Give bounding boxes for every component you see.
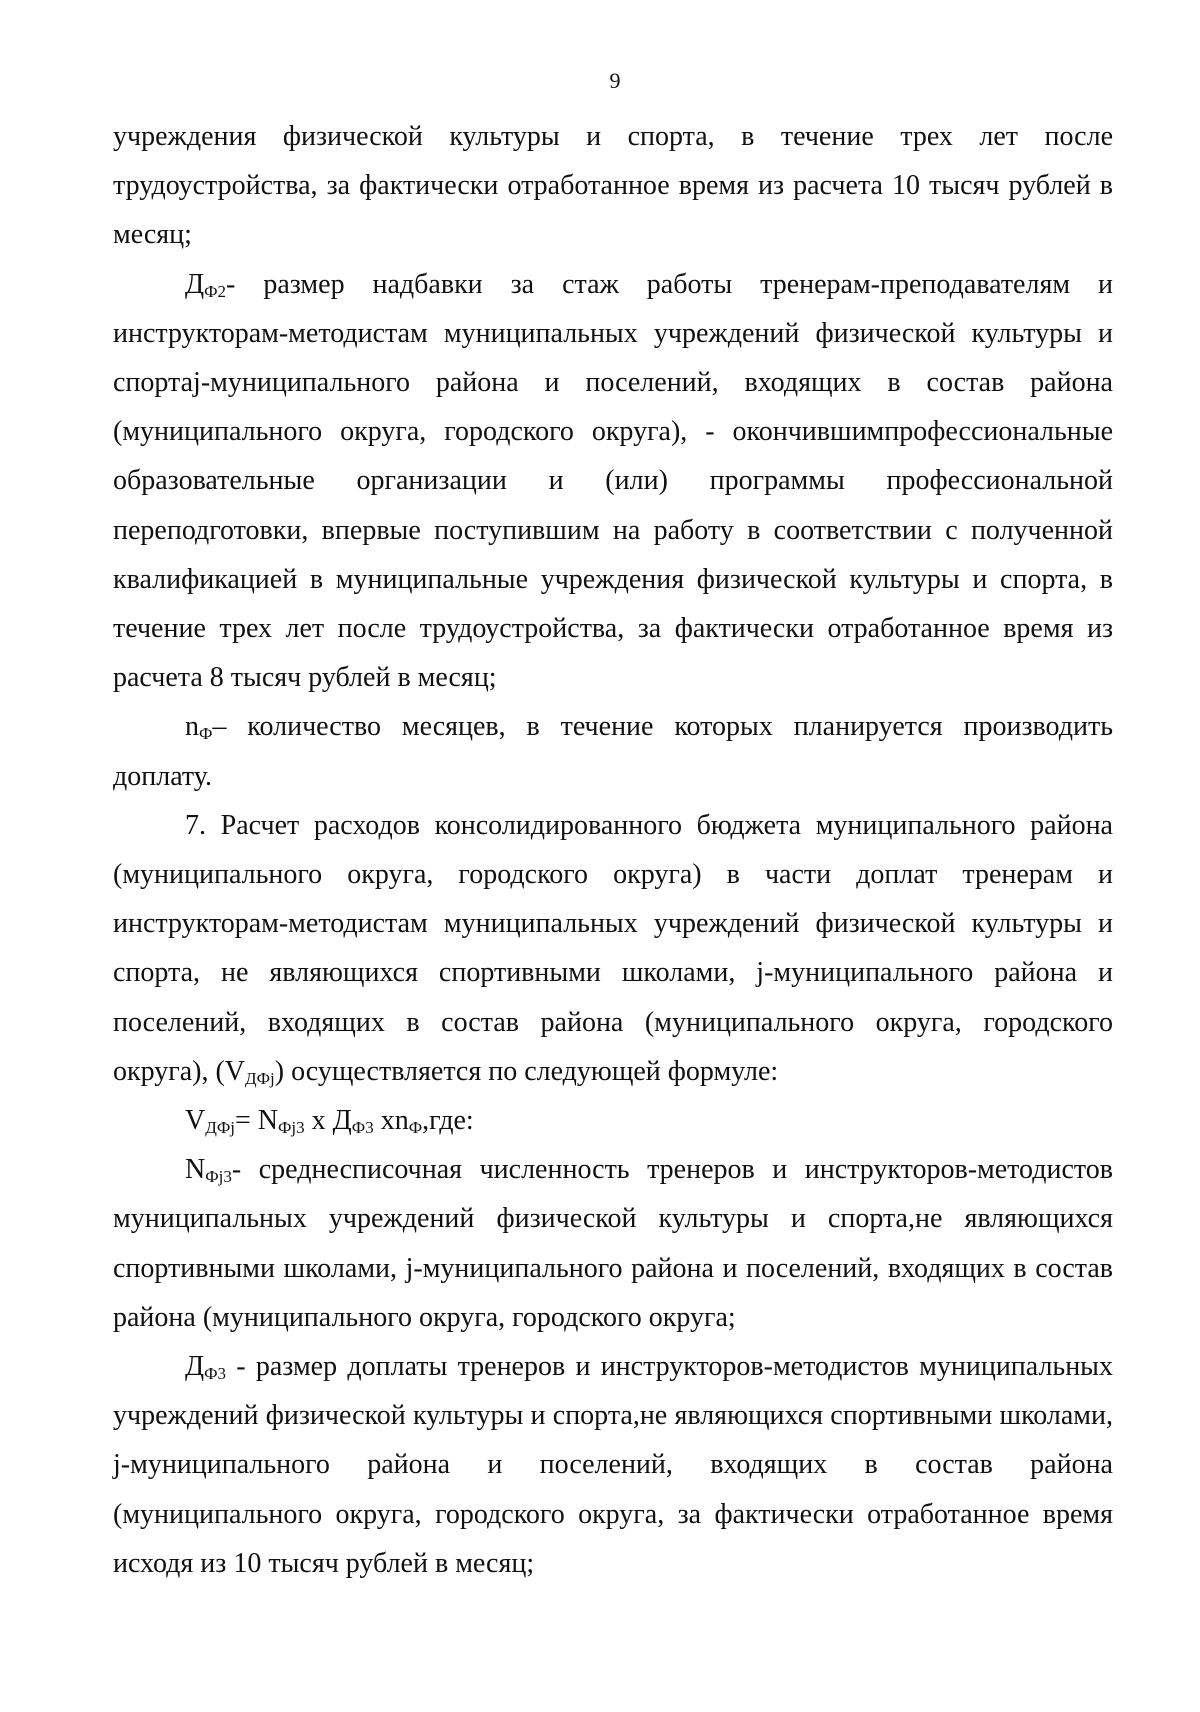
paragraph-d-f3 — [113, 1342, 1113, 1588]
formula-v-subscript: ДФj — [205, 1118, 235, 1138]
paragraph-continuation: учреждения физической культуры и спорта, в течение трех лет после трудоустройства, за фактически отработанное время из расчета 10 тысяч рублей в месяц; — [113, 121, 1113, 251]
paragraph-n-f3 — [113, 1145, 1113, 1342]
paragraph-n-f — [113, 702, 1113, 800]
symbol: N — [185, 1154, 206, 1186]
definition-text: - среднесписочная численность тренеров и инструкторов-методистов муниципальных учреждений физической культуры и спорта,не являющихся спортивными школами, j-муниципального района и поселений, входящих в состав района (муниципального округа, городского округа; — [113, 1154, 1113, 1333]
definition-text: – количество месяцев, в течение которых планируется производить доплату. — [113, 711, 1113, 792]
formula-d-subscript: Ф3 — [351, 1118, 374, 1138]
paragraph-7 — [113, 801, 1113, 1096]
paragraph-d-f2 — [113, 260, 1113, 703]
symbol: n — [185, 711, 199, 743]
paragraph-text: 7. Расчет расходов консолидированного бюджета муниципального района (муниципального округа, городского округа) в части доплат тренерам и инструкторам-методистам муниципальных учреждений физической культуры и спорта, не являющихся спортивными школами, j-муниципального района и поселений, входящих в состав района (муниципального округа, городского округа), (V — [113, 809, 1113, 1087]
definition-text: - размер надбавки за стаж работы тренерам-преподавателям и инструкторам-методистам муниципальных учреждений физической культуры и спортаj-муниципального района и поселений, входящих в состав района (муниципального округа, городского округа), - окончившимпрофессиональные образовательные организации и (или) программы профессиональной переподготовки, впервые поступившим на работу в соответствии с полученной квалификацией в муниципальные учреждения физической культуры и спорта, в течение трех лет после трудоустройства, за фактически отработанное время из расчета 8 тысяч рублей в месяц; — [113, 268, 1113, 694]
symbol: Д — [185, 1351, 205, 1383]
symbol-subscript: Ф — [199, 724, 213, 744]
symbol-subscript: Ф2 — [204, 281, 227, 301]
symbol-subscript: ДФj — [245, 1068, 275, 1088]
formula-line — [113, 1096, 1113, 1145]
formula-n2-subscript: Ф — [408, 1118, 423, 1138]
formula-times-n: хn — [373, 1105, 409, 1137]
formula-times-d: х Д — [304, 1105, 352, 1137]
formula-eq: = N — [234, 1105, 278, 1137]
formula-n-subscript: Фj3 — [278, 1118, 305, 1138]
document-body — [113, 112, 1113, 1588]
symbol-subscript: Фj3 — [205, 1167, 232, 1187]
symbol: Д — [185, 268, 205, 300]
page-number: 9 — [609, 68, 621, 93]
paragraph-text-end: ) осуществляется по следующей формуле: — [274, 1055, 779, 1087]
formula-tail: ,где: — [422, 1105, 474, 1137]
symbol-subscript: Ф3 — [204, 1364, 227, 1384]
formula-v: V — [185, 1105, 206, 1137]
definition-text: - размер доплаты тренеров и инструкторов-методистов муниципальных учреждений физической культуры и спорта,не являющихся спортивными школами, j-муниципального района и поселений, входящих в состав района (муниципального округа, городского округа, за фактически отработанное время исходя из 10 тысяч рублей в месяц; — [113, 1351, 1113, 1579]
